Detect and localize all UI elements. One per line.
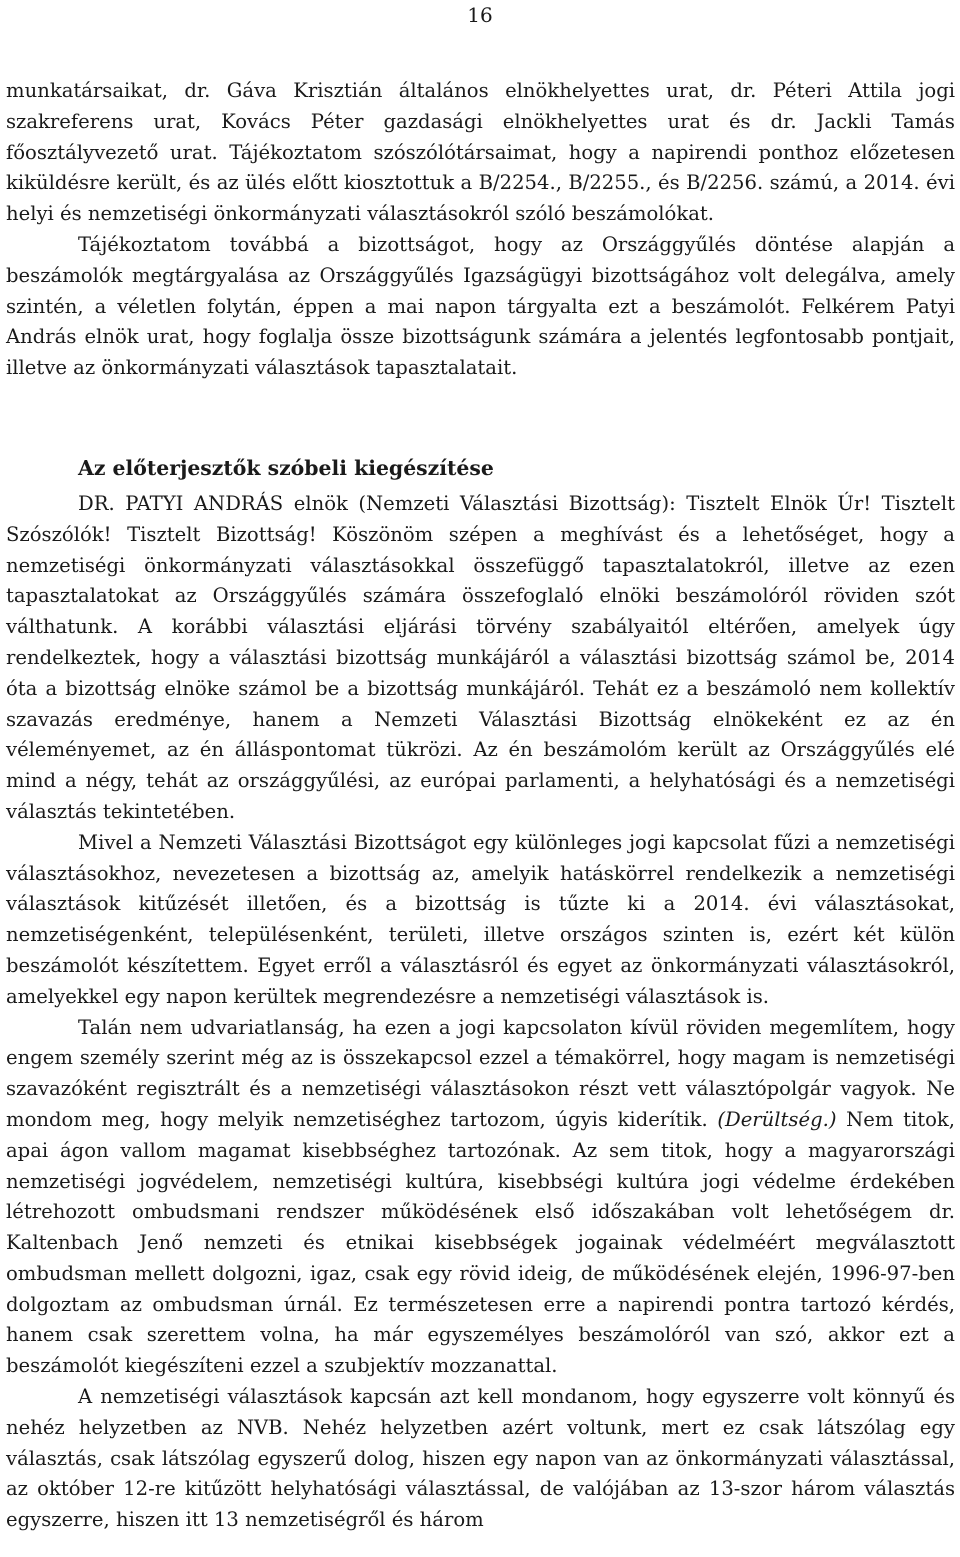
speech-paragraph-3-text-a: Talán nem udvariatlanság, ha ezen a jogi kapcsolaton kívül röviden megemlítem, hogy engem személy szerint még az is összekapcsol ezzel a témakörrel, hogy magam is nemzetiségi szavazóként regisztrált és a nemzetiségi választásokon részt vett választópolgár vagyok. Ne mondom meg, hogy melyik nemzetiséghez tartozom, úgyis kiderítik. (6, 1015, 955, 1131)
speech-paragraph-2: Mivel a Nemzeti Választási Bizottságot egy különleges jogi kapcsolat fűzi a nemzetiségi választásokhoz, nevezetesen a bizottság az, amelyik hatáskörrel rendelkezik a nemzetiségi választások kitűzését illetően, és a bizottság is tűzte ki a 2014. évi választásokat, nemzetiségenként, településenként, területi, illetve országos szinten is, ezért két külön beszámolót készítettem. Egyet erről a választásról és egyet az önkormányzati választásokról, amelyekkel egy napon kerültek megrendezésre a nemzetiségi választások is. (6, 830, 955, 1008)
speech-paragraph-1 (6, 489, 955, 828)
paragraph-intro-1: munkatársaikat, dr. Gáva Krisztián általános elnökhelyettes urat, dr. Péteri Attila jogi szakreferens urat, Kovács Péter gazdasági elnökhelyettes urat és dr. Jackli Tamás főosztályvezető urat. Tájékoztatom szószólótársaimat, hogy a napirendi ponthoz előzetesen kiküldésre került, és az ülés előtt kiosztottuk a B/2254., B/2255., és B/2256. számú, a 2014. évi helyi és nemzetiségi önkormányzati választásokról szóló beszámolókat. (6, 79, 955, 226)
speech-paragraph-1-text: Tisztelt Elnök Úr! Tisztelt Szószólók! Tisztelt Bizottság! Köszönöm szépen a meghívást és a lehetőséget, hogy a nemzetiségi önkormányzati választásokkal összefüggő tapasztalatokról, illetve az ezen tapasztalatokat az Országgyűlés számára összefoglaló elnöki beszámolóról röviden szót válthatunk. A korábbi választási eljárási törvény szabályaitól eltérően, amelyek úgy rendelkeztek, hogy a választási bizottság munkájáról a választási bizottság számol be, 2014 óta a bizottság elnöke számol be a bizottság munkájáról. Tehát ez a beszámoló nem kollektív szavazás eredménye, hanem a Nemzeti Választási Bizottság elnökeként ez az én véleményemet, az én álláspontomat tükrözi. Az én beszámolóm került az Országgyűlés elé mind a négy, tehát az országgyűlési, az európai parlamenti, a helyhatósági és a nemzetiségi választás tekintetében. (6, 491, 955, 823)
page-number: 16 (467, 3, 493, 27)
stage-direction: (Derültség.) (717, 1107, 837, 1131)
speech-paragraph-3 (6, 1013, 955, 1383)
speaker-name: DR. PATYI ANDRÁS elnök (Nemzeti Választási Bizottság): (78, 491, 676, 515)
speech-paragraph-4: A nemzetiségi választások kapcsán azt kell mondanom, hogy egyszerre volt könnyű és nehéz helyzetben az NVB. Nehéz helyzetben azért voltunk, mert ez csak látszólag egy választás, csak látszólag egyszerű dolog, hiszen egy napon van az önkormányzati választással, az október 12-re kitűzött helyhatósági választással, de valójában az 13-szor három választás egyszerre, hiszen itt 13 nemzetiségről és három (6, 1385, 955, 1532)
section-heading: Az előterjesztők szóbeli kiegészítése (78, 455, 494, 480)
document-body (6, 76, 955, 1536)
speech-paragraph-3-text-b: Nem titok, apai ágon vallom magamat kisebbséghez tartozónak. Az sem titok, hogy a magyarországi nemzetiségi jogvédelem, nemzetiségi kultúra, kisebbségi kultúra jogi védelme érdekében létrehozott ombudsmani rendszer működésének első időszakában volt lehetőségem dr. Kaltenbach Jenő nemzeti és etnikai kisebbségek jogainak védelméért megválasztott ombudsman mellett dolgozni, igaz, csak egy rövid ideig, de működésének elején, 1996-97-ben dolgoztam az ombudsman úrnál. Ez természetesen erre a napirendi pontra tartozó kérdés, hanem csak szerettem volna, ha már egyszemélyes beszámolóról van szó, akkor ezt a beszámolót kiegészíteni ezzel a szubjektív mozzanattal. (6, 1107, 955, 1378)
paragraph-intro-2: Tájékoztatom továbbá a bizottságot, hogy az Országgyűlés döntése alapján a beszámolók megtárgyalása az Országgyűlés Igazságügyi bizottságához volt delegálva, amely szintén, a véletlen folytán, éppen a mai napon tárgyalta ezt a beszámolót. Felkérem Patyi András elnök urat, hogy foglalja össze bizottságunk számára a jelentés legfontosabb pontjait, illetve az önkormányzati választások tapasztalatait. (6, 232, 955, 380)
